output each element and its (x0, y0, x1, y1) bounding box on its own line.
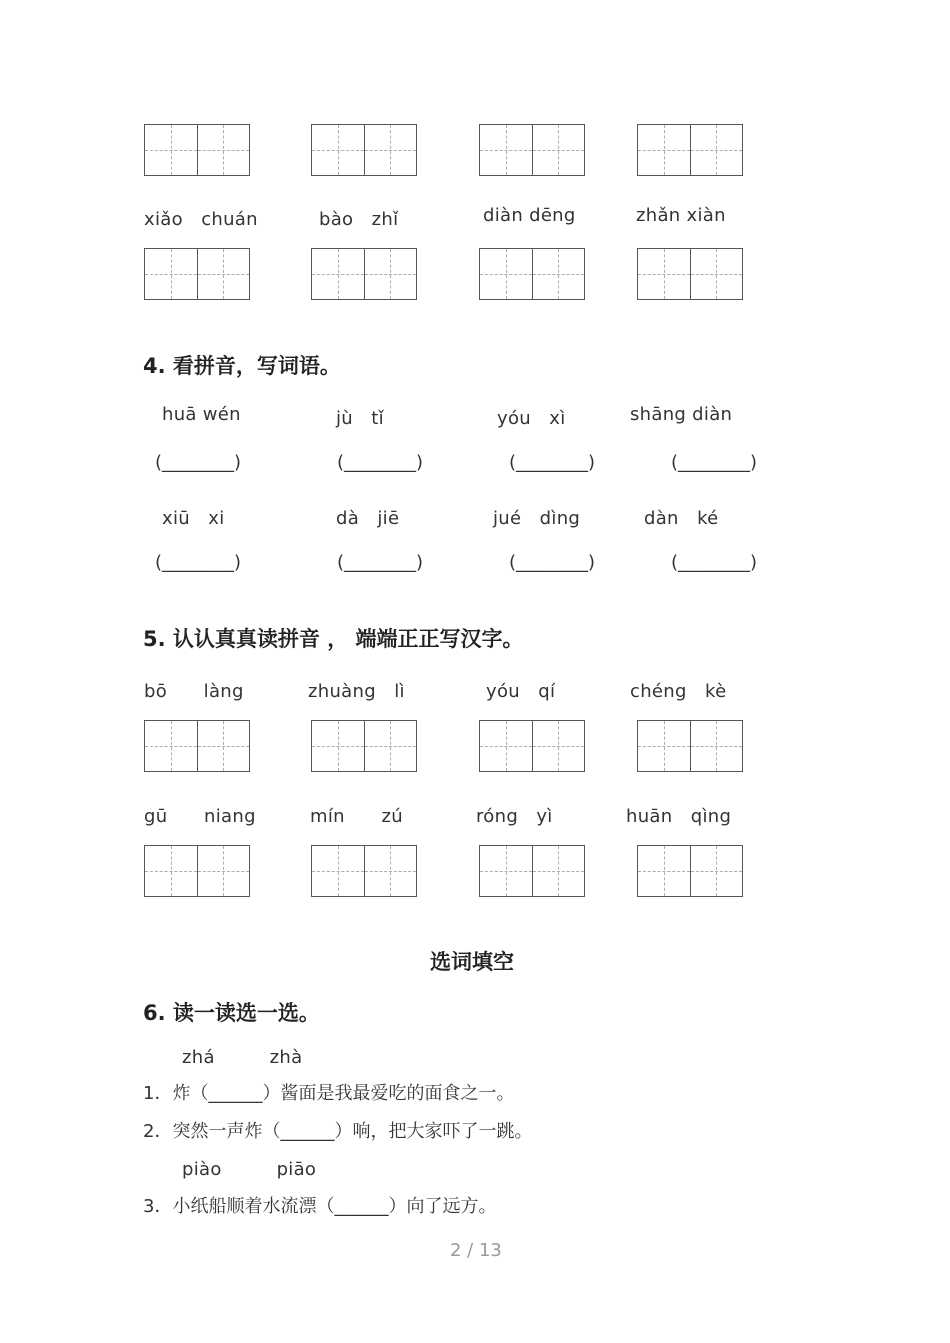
writing-grid[interactable] (479, 248, 585, 300)
pinyin-label: diàn dēng (483, 205, 576, 226)
section-5-title: 5. 认认真真读拼音 ， 端端正正写汉字。 (143, 627, 524, 651)
question-1[interactable]: 1．炸（______）酱面是我最爱吃的面食之一。 (143, 1083, 515, 1104)
section-6-title: 6. 读一读选一选。 (143, 1001, 320, 1025)
answer-blank[interactable]: (________) (671, 552, 758, 573)
writing-grid[interactable] (311, 248, 417, 300)
answer-blank[interactable]: (________) (155, 552, 242, 573)
pinyin-label: dàn ké (644, 508, 719, 529)
writing-grid[interactable] (637, 845, 743, 897)
answer-blank[interactable]: (________) (337, 452, 424, 473)
writing-grid[interactable] (311, 124, 417, 176)
question-3[interactable]: 3．小纸船顺着水流漂（______）向了远方。 (143, 1196, 497, 1217)
writing-grid[interactable] (479, 124, 585, 176)
writing-grid[interactable] (144, 845, 250, 897)
fill-in-heading: 选词填空 (430, 950, 514, 974)
pinyin-label: jù tǐ (336, 408, 384, 429)
writing-grid[interactable] (311, 720, 417, 772)
pinyin-label: gū niang (144, 806, 256, 827)
writing-grid[interactable] (144, 248, 250, 300)
pinyin-label: zhuàng lì (308, 681, 405, 702)
pinyin-label: huā wén (162, 404, 241, 425)
writing-grid[interactable] (311, 845, 417, 897)
writing-grid[interactable] (637, 248, 743, 300)
pinyin-options: zhá zhà (182, 1047, 303, 1068)
pinyin-label: jué dìng (493, 508, 581, 529)
writing-grid[interactable] (479, 845, 585, 897)
writing-grid[interactable] (637, 124, 743, 176)
answer-blank[interactable]: (________) (155, 452, 242, 473)
pinyin-label: mín zú (310, 806, 403, 827)
writing-grid[interactable] (144, 720, 250, 772)
pinyin-label: yóu qí (486, 681, 556, 702)
page-number: 2 / 13 (450, 1240, 502, 1261)
writing-grid[interactable] (637, 720, 743, 772)
pinyin-label: róng yì (476, 806, 553, 827)
writing-grid[interactable] (144, 124, 250, 176)
pinyin-options: piào piāo (182, 1159, 317, 1180)
pinyin-label: bō làng (144, 681, 244, 702)
pinyin-label: yóu xì (497, 408, 566, 429)
answer-blank[interactable]: (________) (671, 452, 758, 473)
pinyin-label: zhǎn xiàn (636, 205, 726, 226)
answer-blank[interactable]: (________) (509, 452, 596, 473)
pinyin-label: dà jiē (336, 508, 400, 529)
pinyin-label: shāng diàn (630, 404, 733, 425)
pinyin-label: bào zhǐ (319, 209, 399, 230)
writing-grid[interactable] (479, 720, 585, 772)
pinyin-label: xiǎo chuán (144, 209, 258, 230)
pinyin-label: huān qìng (626, 806, 732, 827)
pinyin-label: chéng kè (630, 681, 727, 702)
answer-blank[interactable]: (________) (509, 552, 596, 573)
pinyin-label: xiū xi (162, 508, 225, 529)
section-4-title: 4. 看拼音，写词语。 (143, 354, 341, 378)
answer-blank[interactable]: (________) (337, 552, 424, 573)
question-2[interactable]: 2．突然一声炸（______）响，把大家吓了一跳。 (143, 1121, 533, 1142)
